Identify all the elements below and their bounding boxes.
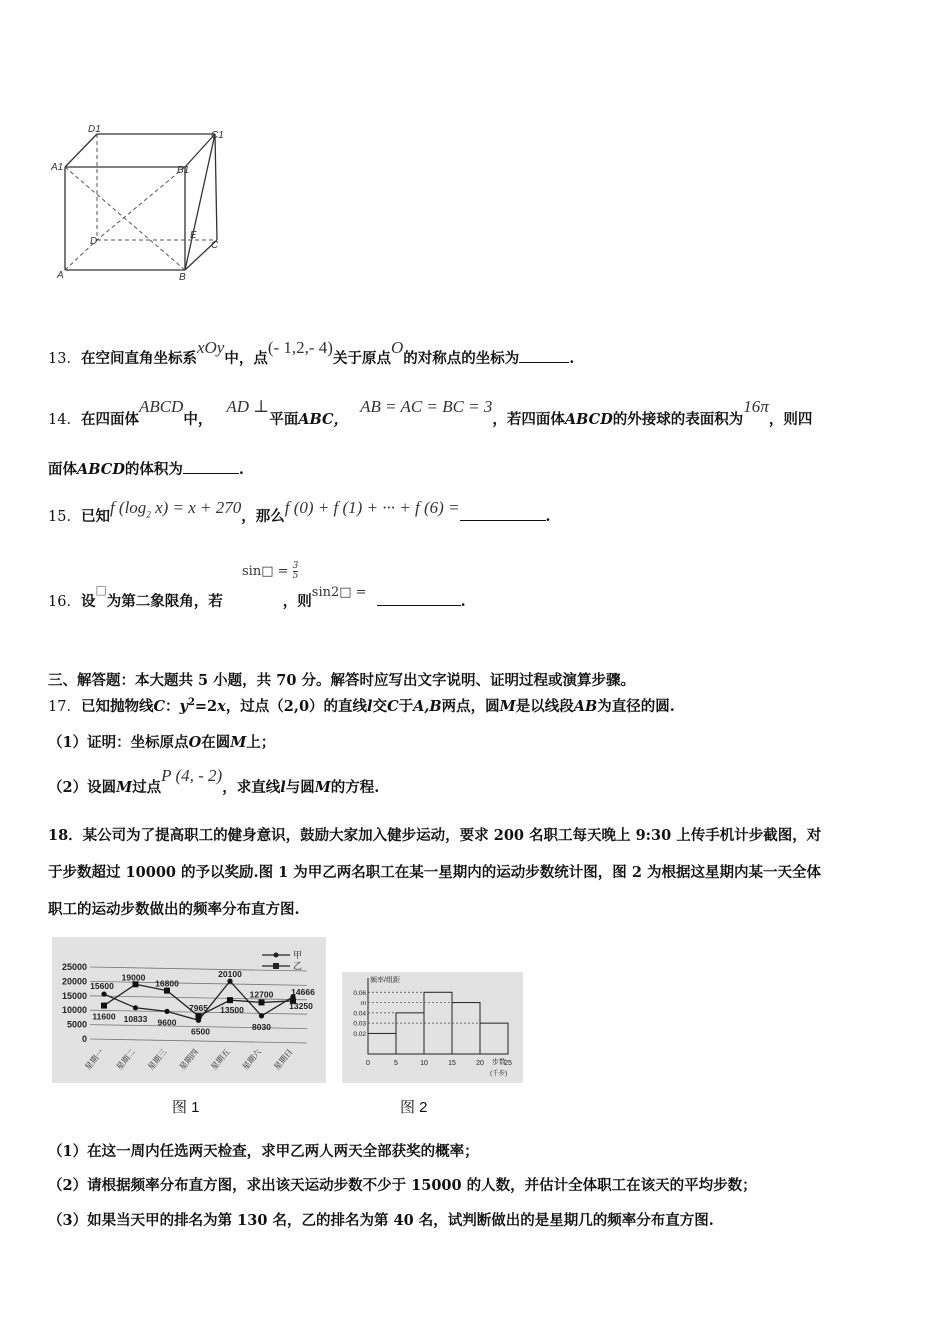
q17-x: x xyxy=(217,698,226,715)
y-tick-label: 0.04 xyxy=(353,1010,366,1018)
diag-b1d-hidden xyxy=(97,167,185,240)
q17-p1-m: M xyxy=(230,734,247,751)
y-tick-label: m xyxy=(360,1000,366,1008)
data-label-jia: 6500 xyxy=(191,1026,210,1037)
data-label-yi: 12700 xyxy=(249,989,274,1000)
question-18-line1: 18．某公司为了提高职工的健身意识，鼓励大家加入健步运动，要求 200 名职工每天晚上 9:30 上传手机计步截图，对 xyxy=(48,827,822,844)
data-point-jia xyxy=(164,1009,169,1014)
q14-text-b: 中， xyxy=(183,411,213,428)
q17-p1-a: （1）证明：坐标原点 xyxy=(48,734,189,751)
question-17-part2 xyxy=(48,766,380,797)
q14-abcd-2: ABCD xyxy=(564,411,613,428)
y-tick-label: 20000 xyxy=(61,976,87,987)
figure-1-caption: 图 1 xyxy=(172,1099,200,1116)
q13-number: 13． xyxy=(48,351,81,367)
data-point-yi xyxy=(227,997,233,1003)
y-tick-label: 5000 xyxy=(66,1019,87,1030)
section-3-heading: 三、解答题：本大题共 5 小题，共 70 分。解答时应写出文字说明、证明过程或演算步骤。 xyxy=(48,672,635,689)
y-tick-label: 0.06 xyxy=(353,989,366,997)
q14-abcd: ABCD xyxy=(138,397,184,416)
label-b: B xyxy=(179,272,186,283)
q16-sin2: sin2□ = xyxy=(311,585,367,600)
legend-marker-yi xyxy=(273,963,279,969)
q13-text-b: 中，点 xyxy=(224,350,268,367)
q13-answer-blank[interactable] xyxy=(519,348,569,363)
q17-p2-point: P (4, - 2) xyxy=(161,766,223,785)
legend-marker-jia xyxy=(274,953,279,958)
q17-p1-c: 上； xyxy=(246,734,276,751)
histogram-bar xyxy=(480,1023,508,1054)
q16-frac-den: 5 xyxy=(292,571,299,581)
gridline xyxy=(90,996,307,1000)
q17-text-f: 是以线段 xyxy=(515,698,574,715)
legend-label-yi: 乙 xyxy=(293,961,303,971)
x-tick-label: 星期一 xyxy=(83,1047,106,1072)
q14-text-f: ，则四 xyxy=(768,411,813,428)
q14-line2-b: 的体积为 xyxy=(124,461,183,478)
q15-answer-blank[interactable] xyxy=(460,506,546,521)
q16-text-a: 设 xyxy=(80,593,96,610)
x-tick-label: 星期五 xyxy=(209,1047,232,1072)
y-tick-label: 0.02 xyxy=(353,1030,366,1038)
figure-2-histogram xyxy=(342,972,523,1083)
label-a1: A1 xyxy=(51,162,64,173)
data-label-jia: 14666 xyxy=(291,986,315,997)
q17-p2-e: 的方程. xyxy=(330,779,380,796)
y-tick-label: 25000 xyxy=(61,962,87,972)
q14-text-a: 在四面体 xyxy=(80,411,139,428)
q13-plane: xOy xyxy=(196,338,225,357)
q17-ab: A,B xyxy=(413,698,442,715)
q17-l: l xyxy=(367,698,373,715)
data-label-yi: 11600 xyxy=(92,1011,116,1022)
question-14-line2 xyxy=(48,458,244,479)
data-point-jia xyxy=(101,991,106,996)
q17-c2: C xyxy=(387,698,399,715)
q14-equal-edges: AB = AC = BC = 3 xyxy=(360,397,493,416)
data-point-jia xyxy=(227,979,232,984)
q17-p2-m: M xyxy=(116,779,133,796)
gridline xyxy=(90,1039,307,1043)
y-tick-label: 0 xyxy=(81,1034,87,1044)
q13-end: . xyxy=(569,350,575,367)
q14-line2-a: 面体 xyxy=(48,461,77,478)
question-16 xyxy=(48,583,466,611)
figure-2-caption: 图 2 xyxy=(400,1099,428,1116)
figure-2-box xyxy=(342,972,523,1083)
figure-1-line-chart xyxy=(52,937,326,1083)
q15-number: 15． xyxy=(48,509,81,525)
label-a: A xyxy=(57,270,64,281)
q17-p1-o: O xyxy=(188,734,202,751)
y-tick-label: 0.03 xyxy=(353,1020,366,1028)
edge-a1d1 xyxy=(65,134,97,167)
q14-answer-blank[interactable] xyxy=(183,459,239,474)
y-tick-label: 10000 xyxy=(61,1005,87,1016)
q15-text-b: ，那么 xyxy=(241,508,285,525)
data-point-jia xyxy=(259,1013,264,1018)
q17-p2-d: 与圆 xyxy=(285,779,315,796)
label-b1: B1 xyxy=(177,165,190,176)
cube-figure xyxy=(45,122,235,287)
q15-function: f ($\log_2$ x) = x + 270 xyxy=(109,498,242,520)
x-axis-unit: (千步) xyxy=(490,1070,508,1077)
edge-cc1 xyxy=(215,134,217,240)
data-label-yi: 7965 xyxy=(189,1003,208,1014)
q15-sum: f (0) + f (1) + ··· + f (6) = xyxy=(284,498,460,517)
x-tick-label: 星期日 xyxy=(272,1047,295,1072)
label-e: E xyxy=(190,230,197,241)
data-label-jia: 20100 xyxy=(218,969,242,980)
histogram-bar xyxy=(452,1003,480,1054)
data-point-yi xyxy=(196,1013,202,1019)
question-18-line2: 于步数超过 10000 的予以奖励.图 1 为甲乙两名职工在某一星期内的运动步数统计图，图 2 为根据这星期内某一天全体 xyxy=(48,864,821,881)
q15-end: . xyxy=(545,508,551,525)
q13-point: (- 1,2,- 4) xyxy=(267,338,333,357)
data-label-yi: 16800 xyxy=(155,978,179,989)
label-d1: D1 xyxy=(88,124,101,135)
q17-p2-b: 过点 xyxy=(132,779,162,796)
question-13 xyxy=(48,338,575,368)
x-tick-label: 25 xyxy=(504,1060,512,1067)
q14-area: 16π xyxy=(743,397,769,416)
legend-label-jia: 甲 xyxy=(293,950,303,960)
q17-p1-b: 在圆 xyxy=(201,734,231,751)
q14-text-e: 的外接球的表面积为 xyxy=(612,411,744,428)
q16-end: . xyxy=(460,593,466,610)
q13-text-d: 的对称点的坐标为 xyxy=(403,350,520,367)
x-axis-label: 步数 xyxy=(492,1059,506,1066)
data-label-jia: 10833 xyxy=(123,1013,148,1024)
q14-text-d: ，若四面体 xyxy=(492,411,565,428)
question-18-part3: （3）如果当天甲的排名为第 130 名，乙的排名为第 40 名，试判断做出的是星期几的频率分布直方图. xyxy=(48,1212,714,1229)
data-point-yi xyxy=(259,999,265,1005)
q16-text-b: 为第二象限角，若 xyxy=(106,593,223,610)
x-tick-label: 15 xyxy=(448,1060,456,1067)
q17-ab2: AB xyxy=(573,698,598,715)
q14-end: . xyxy=(238,461,244,478)
question-17 xyxy=(48,695,675,716)
q17-p2-l: l xyxy=(280,779,286,796)
q17-text-d: 于 xyxy=(398,698,414,715)
q17-c: C xyxy=(153,698,165,715)
label-d: D xyxy=(90,236,98,247)
q17-y: y xyxy=(179,698,188,715)
x-tick-label: 星期六 xyxy=(240,1047,264,1072)
q13-origin: O xyxy=(390,338,404,357)
data-label-yi: 13250 xyxy=(289,1000,313,1011)
data-label-yi: 19000 xyxy=(121,972,146,983)
q17-text-g: 为直径的圆. xyxy=(597,698,675,715)
figure-1-box xyxy=(52,937,326,1083)
q14-ad-perp: AD ⊥ xyxy=(226,397,270,416)
x-tick-label: 5 xyxy=(394,1060,398,1067)
q14-abc: ABC， xyxy=(298,411,349,428)
q17-m: M xyxy=(499,698,516,715)
q17-text-e: 两点，圆 xyxy=(441,698,500,715)
question-18-part2: （2）请根据频率分布直方图，求出该天运动步数不少于 15000 的人数，并估计全体职工在该天的平均步数； xyxy=(48,1177,757,1194)
q16-text-c: ，则 xyxy=(282,593,312,610)
q17-colon: ： xyxy=(165,698,180,715)
q16-answer-blank[interactable] xyxy=(377,591,461,606)
x-tick-label: 20 xyxy=(476,1060,484,1067)
histogram-bar xyxy=(368,1033,396,1054)
data-label-yi: 13500 xyxy=(220,1005,244,1016)
data-label-jia: 15600 xyxy=(90,981,114,992)
data-point-yi xyxy=(101,1003,107,1009)
q17-number: 17． xyxy=(48,699,81,715)
label-c1: C1 xyxy=(211,130,224,141)
label-c: C xyxy=(211,240,219,251)
x-tick-label: 星期四 xyxy=(177,1047,201,1072)
y-tick-label: 15000 xyxy=(61,990,87,1001)
q17-sup: 2 xyxy=(187,697,195,709)
question-18-part1: （1）在这一周内任选两天检查，求甲乙两人两天全部获奖的概率； xyxy=(48,1143,479,1160)
q13-text-c: 关于原点 xyxy=(332,350,391,367)
x-tick-label: 10 xyxy=(420,1060,428,1067)
q17-p2-c: ，求直线 xyxy=(222,779,281,796)
q17-text-a: 已知抛物线 xyxy=(80,698,154,715)
x-tick-label: 星期二 xyxy=(114,1047,138,1072)
q17-text-c: 交 xyxy=(372,698,388,715)
q16-number: 16． xyxy=(48,594,81,610)
histogram-bar xyxy=(396,1013,424,1054)
x-tick-label: 星期三 xyxy=(146,1047,169,1072)
q17-p2-a: （2）设圆 xyxy=(48,779,117,796)
q17-text-b: ，过点（2,0）的直线 xyxy=(225,698,368,715)
q16-angle-box: □ xyxy=(95,583,107,597)
data-label-jia: 8030 xyxy=(252,1021,271,1032)
question-18-line3: 职工的运动步数做出的频率分布直方图. xyxy=(48,901,300,918)
y-axis-label: 频率/组距 xyxy=(370,977,400,984)
data-label-jia: 9600 xyxy=(157,1017,177,1028)
q17-p2-m2: M xyxy=(314,779,331,796)
q14-number: 14． xyxy=(48,412,81,428)
question-14 xyxy=(48,397,813,429)
q13-text: 在空间直角坐标系 xyxy=(80,350,197,367)
q14-text-c: 平面 xyxy=(269,411,299,428)
data-point-jia xyxy=(133,1005,138,1010)
q17-eq: =2 xyxy=(194,698,218,715)
question-15 xyxy=(48,498,551,527)
q15-text-a: 已知 xyxy=(80,508,110,525)
q14-abcd-3: ABCD xyxy=(77,461,125,478)
q16-sin-condition xyxy=(242,562,298,581)
question-17-part1 xyxy=(48,731,275,752)
q16-sin-label: sin□ = xyxy=(242,564,289,579)
x-tick-label: 0 xyxy=(366,1060,370,1067)
q16-frac-num: 3 xyxy=(292,561,299,571)
